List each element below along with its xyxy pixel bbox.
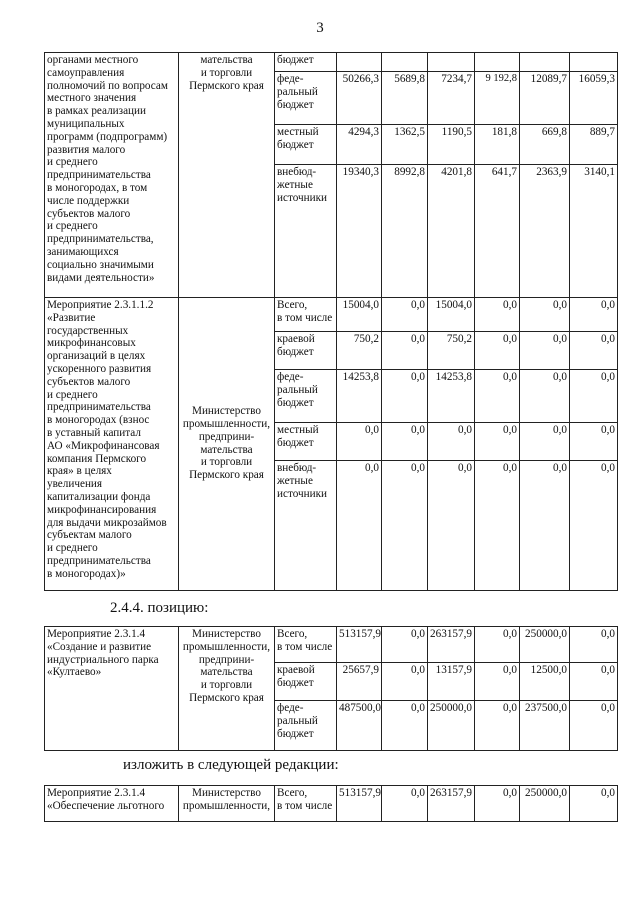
value-cell: 0,0 [475,332,520,370]
value-cell: 250000,0 [428,701,475,751]
value-cell: 0,0 [428,461,475,591]
executor-cell: Министерство промышленности, [179,786,275,822]
value-cell: 0,0 [428,423,475,461]
value-cell: 0,0 [382,701,428,751]
value-cell: 0,0 [382,423,428,461]
value-cell: 181,8 [475,125,520,165]
funding-source-cell: феде- ральный бюджет [275,72,337,125]
funding-source-cell: феде- ральный бюджет [275,370,337,423]
value-cell: 669,8 [520,125,570,165]
value-cell: 3140,1 [570,165,618,298]
event-description-cell: органами местного самоуправления полномочий по вопросам местного значения в рамках реализации муниципальных программ (подпрограмм) развития малого и среднего предпринимательства в моногородах, в том числе поддержки субъектов малого и среднего предпринимательства, занимающихся социально значимыми видами деятельности» [45,53,179,298]
funding-source-cell: краевой бюджет [275,663,337,701]
value-cell: 15004,0 [428,298,475,332]
value-cell [520,53,570,72]
value-cell: 750,2 [428,332,475,370]
executor-cell: Министерство промышленности, предприни- мательства и торговли Пермского края [179,627,275,751]
page-number: 3 [316,20,324,36]
value-cell: 2363,9 [520,165,570,298]
value-cell: 513157,9 [337,627,382,663]
value-cell: 0,0 [520,298,570,332]
value-cell: 4201,8 [428,165,475,298]
value-cell: 0,0 [382,786,428,822]
value-cell: 0,0 [570,627,618,663]
value-cell: 487500,0 [337,701,382,751]
funding-source-cell: Всего, в том числе [275,786,337,822]
event-description-cell: Мероприятие 2.3.1.4 «Обеспечение льготного [45,786,179,822]
value-cell: 0,0 [570,663,618,701]
funding-source-cell: местный бюджет [275,125,337,165]
event-description-cell: Мероприятие 2.3.1.1.2 «Развитие государственных микрофинансовых организаций в целях ускоренного развития субъектов малого и среднего предпринимательства в моногородах (взнос в уставный капитал АО «Микрофинансовая компания Пермского края» в целях увеличения капитализации фонда микрофинансирования для выдачи микрозаймов субъектам малого и среднего предпринимательства в моногородах)» [45,298,179,591]
value-cell: 250000,0 [520,786,570,822]
budget-table-old [44,626,618,751]
value-cell: 0,0 [475,461,520,591]
value-cell: 0,0 [520,461,570,591]
value-cell: 12500,0 [520,663,570,701]
value-cell: 4294,3 [337,125,382,165]
funding-source-cell: внебюд- жетные источники [275,461,337,591]
funding-source-cell: внебюд- жетные источники [275,165,337,298]
value-cell: 0,0 [337,461,382,591]
value-cell: 0,0 [382,461,428,591]
funding-source-cell: феде- ральный бюджет [275,701,337,751]
value-cell: 1190,5 [428,125,475,165]
value-cell: 0,0 [475,298,520,332]
value-cell: 237500,0 [520,701,570,751]
funding-source-cell: Всего, в том числе [275,298,337,332]
value-cell: 0,0 [337,423,382,461]
value-cell: 250000,0 [520,627,570,663]
section-heading: 2.4.4. позицию: [110,600,209,616]
value-cell [428,53,475,72]
value-cell: 0,0 [570,701,618,751]
value-cell: 15004,0 [337,298,382,332]
section-heading: изложить в следующей редакции: [123,757,339,773]
value-cell: 750,2 [337,332,382,370]
value-cell: 0,0 [570,461,618,591]
value-cell: 0,0 [520,370,570,423]
value-cell: 0,0 [570,423,618,461]
value-cell: 263157,9 [428,627,475,663]
value-cell: 1362,5 [382,125,428,165]
value-cell: 9 192,8 [475,72,520,125]
value-cell: 0,0 [570,786,618,822]
value-cell: 0,0 [570,370,618,423]
value-cell: 0,0 [382,370,428,423]
value-cell: 13157,9 [428,663,475,701]
value-cell: 0,0 [570,298,618,332]
funding-source-cell: Всего, в том числе [275,627,337,663]
funding-source-cell: краевой бюджет [275,332,337,370]
value-cell: 0,0 [520,332,570,370]
value-cell: 0,0 [475,627,520,663]
value-cell: 19340,3 [337,165,382,298]
budget-table-new [44,785,618,822]
value-cell: 12089,7 [520,72,570,125]
value-cell: 8992,8 [382,165,428,298]
value-cell: 0,0 [570,332,618,370]
funding-source-cell: бюджет [275,53,337,72]
value-cell: 0,0 [475,370,520,423]
executor-cell: Министерство промышленности, предприни- мательства и торговли Пермского края [179,298,275,591]
value-cell: 16059,3 [570,72,618,125]
value-cell: 50266,3 [337,72,382,125]
value-cell [337,53,382,72]
value-cell: 641,7 [475,165,520,298]
value-cell: 0,0 [520,423,570,461]
value-cell: 0,0 [382,332,428,370]
budget-table-continued [44,52,618,591]
executor-cell: мательства и торговли Пермского края [179,53,275,298]
event-description-cell: Мероприятие 2.3.1.4 «Создание и развитие индустриального парка «Култаево» [45,627,179,751]
value-cell [570,53,618,72]
value-cell: 513157,9 [337,786,382,822]
value-cell: 889,7 [570,125,618,165]
value-cell: 14253,8 [428,370,475,423]
value-cell: 0,0 [475,663,520,701]
value-cell: 263157,9 [428,786,475,822]
value-cell: 5689,8 [382,72,428,125]
value-cell: 25657,9 [337,663,382,701]
value-cell: 0,0 [382,298,428,332]
value-cell: 0,0 [475,423,520,461]
funding-source-cell: местный бюджет [275,423,337,461]
value-cell: 0,0 [475,786,520,822]
value-cell: 0,0 [382,663,428,701]
value-cell: 0,0 [475,701,520,751]
value-cell: 0,0 [382,627,428,663]
value-cell: 7234,7 [428,72,475,125]
value-cell [475,53,520,72]
value-cell: 14253,8 [337,370,382,423]
value-cell [382,53,428,72]
